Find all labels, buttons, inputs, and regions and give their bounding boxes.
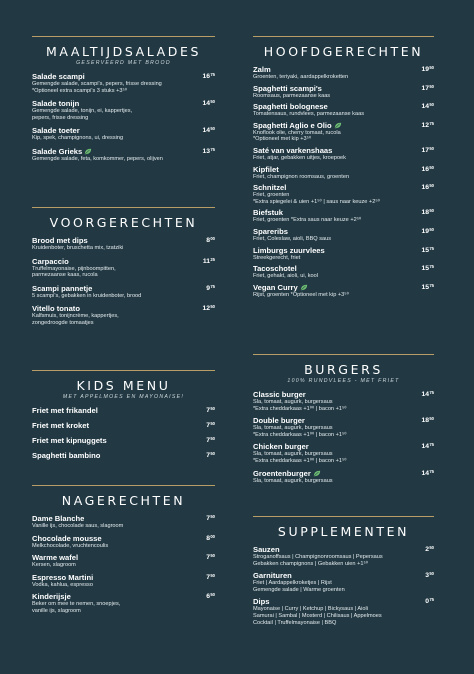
price-cents: 75 <box>429 390 434 395</box>
menu-item-name-text: Spaghetti bambino <box>32 451 101 460</box>
price-cents: 50 <box>429 164 434 170</box>
section-title: KIDS MENU <box>76 378 171 393</box>
price-main: 14 <box>421 103 430 111</box>
price-main: 14 <box>421 391 430 398</box>
menu-item-price <box>202 72 215 80</box>
menu-item <box>253 416 434 438</box>
menu-item-name-text: Spareribs <box>253 226 289 236</box>
menu-item-description: Kalfsmuis, tonijncrème, kappertjes, <box>32 313 119 320</box>
menu-item-name-text: Groentenburger <box>253 468 311 478</box>
price-cents: 25 <box>210 256 215 262</box>
menu-item-price <box>202 304 215 312</box>
menu-item-name <box>253 208 420 217</box>
item-list <box>32 406 215 460</box>
menu-item-price <box>206 421 215 429</box>
menu-item-price <box>206 514 215 522</box>
menu-item-price <box>206 573 215 581</box>
menu-item-description: Rijst, groenten *Optioneel met kip +3⁵⁰ <box>253 291 349 298</box>
menu-item <box>32 573 215 589</box>
menu-item-name <box>253 121 420 130</box>
menu-item <box>253 469 434 485</box>
price-main: 19 <box>421 227 430 235</box>
menu-item-description: Knoflook olie, cherry tomaat, rucola <box>253 129 341 136</box>
menu-item-price <box>421 390 434 398</box>
menu-item <box>32 553 215 569</box>
menu-item-name <box>32 406 201 415</box>
menu-item-name-text: Double burger <box>253 416 305 426</box>
leaf-icon <box>300 284 308 291</box>
menu-item <box>32 99 215 121</box>
menu-item-name <box>253 545 420 554</box>
menu-item-name <box>32 304 201 313</box>
price-cents: 50 <box>429 65 434 70</box>
price-cents: 50 <box>429 571 434 577</box>
menu-item <box>32 257 215 279</box>
price-cents: 50 <box>429 208 434 214</box>
menu-item-price <box>421 264 434 272</box>
menu-item-name <box>253 227 420 236</box>
section-title: HOOFDGERECHTEN <box>263 44 424 59</box>
price-cents: 50 <box>429 416 434 422</box>
price-main: 7 <box>206 554 211 562</box>
menu-item-description: *Extra spiegelei & uien +1⁵⁰ | saus naar keuze +2⁵⁰ <box>253 198 380 205</box>
menu-item-price <box>202 147 215 155</box>
menu-item-price <box>425 571 434 579</box>
menu-item-name-text: Vitello tonato <box>32 304 80 314</box>
section-title: VOORGERECHTEN <box>49 215 198 230</box>
menu-item-price <box>421 102 434 110</box>
menu-item-price <box>203 257 215 265</box>
menu-item-description: Vanille ijs, chocolade saus, slagroom <box>32 523 124 529</box>
menu-item-price <box>421 84 434 92</box>
menu-item-name <box>253 84 420 93</box>
menu-item-price <box>421 121 434 129</box>
menu-item <box>32 304 215 326</box>
menu-item-name-text: Tacoschotel <box>253 264 297 274</box>
menu-item-description: pepers, frisse dressing <box>32 114 89 121</box>
menu-item-description: Streekgerecht, friet <box>253 254 301 261</box>
menu-item-description: zongedroogde tomaatjes <box>32 319 94 326</box>
menu-item <box>32 592 215 614</box>
menu-item-name-text: Salade toeter <box>32 126 80 136</box>
menu-item-description: Melkchocolade, vruchtencoulis <box>32 542 109 549</box>
menu-item-name-text: Brood met dips <box>32 236 88 245</box>
menu-item-name <box>253 571 420 580</box>
price-cents: 50 <box>210 436 215 441</box>
leaf-icon <box>334 122 342 129</box>
item-list <box>253 545 434 626</box>
menu-item-description: Sla, tomaat, augurk, burgersaus <box>253 451 333 458</box>
price-cents: 50 <box>429 545 434 550</box>
menu-item-name <box>253 102 420 111</box>
price-main: 14 <box>421 443 430 451</box>
price-main: 16 <box>202 73 211 80</box>
menu-item <box>253 227 434 243</box>
price-main: 7 <box>206 422 211 429</box>
price-cents: 75 <box>429 245 434 251</box>
price-main: 18 <box>421 417 430 425</box>
menu-item-name-text: Friet met kroket <box>32 421 89 430</box>
price-cents: 50 <box>210 126 215 132</box>
menu-item <box>253 264 434 280</box>
price-main: 12 <box>202 305 211 313</box>
menu-item-description: Roomsaus, parmezaanse kaas <box>253 92 331 99</box>
menu-item-description: Friet, groenten *Extra saus naar keuze +2⁵⁰ <box>253 217 362 224</box>
menu-item <box>253 165 434 181</box>
price-cents: 50 <box>429 183 434 189</box>
section-divider <box>32 485 215 486</box>
price-cents: 50 <box>429 145 434 151</box>
price-cents: 50 <box>210 451 215 456</box>
menu-item-price <box>421 65 434 73</box>
price-main: 14 <box>421 469 430 477</box>
menu-item-name-text: Classic burger <box>253 390 306 399</box>
menu-item <box>32 451 215 460</box>
menu-item-price <box>425 597 434 605</box>
price-cents: 75 <box>429 120 434 126</box>
leaf-icon <box>313 470 321 477</box>
price-cents: 00 <box>210 236 215 241</box>
menu-item-description: parmezaanse kaas, rucola <box>32 272 98 279</box>
section-kids-menu <box>32 370 215 460</box>
section-divider <box>32 36 215 37</box>
menu-item-name-text: Kinderijsje <box>32 592 71 602</box>
menu-item-name-text: Spaghetti scampi's <box>253 83 322 93</box>
menu-item-name-text: Friet met kipnuggets <box>32 436 107 445</box>
menu-item-description: Gemengde salade | Warme groenten <box>253 586 345 593</box>
section-divider <box>32 370 215 371</box>
menu-item <box>32 236 215 252</box>
menu-item <box>253 102 434 118</box>
menu-item-name <box>32 72 201 81</box>
menu-item <box>253 65 434 81</box>
price-main: 11 <box>202 257 211 265</box>
menu-item-description: *Optioneel extra scampi's 3 stuks +3⁵⁰ <box>32 87 128 94</box>
menu-item-description: Truffelmayonaise, pijnboompitten, <box>32 265 116 272</box>
item-list <box>253 65 434 298</box>
price-main: 19 <box>421 66 430 73</box>
menu-item-price <box>421 165 434 173</box>
menu-item-description: *Optioneel met kip +3⁵⁰ <box>253 136 312 143</box>
price-main: 13 <box>202 147 211 155</box>
price-cents: 75 <box>429 282 434 288</box>
price-main: 8 <box>206 237 211 244</box>
menu-item-description: Friet, atjar, gebakken uitjes, kroepoek <box>253 154 346 161</box>
menu-item <box>253 571 434 593</box>
price-cents: 75 <box>429 264 434 270</box>
menu-item-price <box>206 236 215 244</box>
menu-item-name-text: Zalm <box>253 65 271 74</box>
menu-item-description: Friet, gehakt, aioli, ui, kool <box>253 273 318 280</box>
section-subtitle: GESERVEERD MET BROOD <box>76 60 171 66</box>
menu-item <box>32 284 215 300</box>
price-main: 17 <box>421 84 430 92</box>
menu-item-price <box>425 545 434 553</box>
menu-item-description: Kersen, slagroom <box>32 562 76 569</box>
menu-item-price <box>421 283 434 291</box>
menu-item-description: Gemengde salade, feta, komkommer, pepers, olijven <box>32 155 163 162</box>
price-cents: 50 <box>429 83 434 89</box>
menu-item-name <box>32 99 201 108</box>
section-nagerechten <box>32 485 215 615</box>
menu-item <box>32 436 215 445</box>
section-divider <box>253 354 434 355</box>
menu-item-name <box>32 553 201 562</box>
price-main: 7 <box>206 573 211 581</box>
menu-item-name-text: Dips <box>253 597 270 607</box>
section-supplementen <box>253 516 434 626</box>
menu-item <box>253 183 434 205</box>
menu-item-name <box>253 246 420 255</box>
section-divider <box>253 36 434 37</box>
menu-item-name <box>253 442 420 451</box>
menu-item-description: 5 scampi's, gebakken in kruidenboter, brood <box>32 292 142 299</box>
menu-item-description: *Extra cheddarkaas +1⁰⁰ | bacon +1⁵⁰ <box>253 431 347 438</box>
menu-item-description: Mayonaise | Curry | Ketchup | Bickysaus | Aioli <box>253 606 368 613</box>
item-list <box>32 514 215 615</box>
menu-item-name <box>253 264 420 273</box>
item-list <box>253 390 434 484</box>
menu-item <box>253 84 434 100</box>
price-main: 12 <box>421 121 430 129</box>
menu-item-description: Sla, tomaat, augurk, burgersaus <box>253 399 333 405</box>
price-cents: 50 <box>210 572 215 578</box>
menu-item-name <box>32 534 201 543</box>
menu-item-name-text: Schnitzel <box>253 183 287 193</box>
leaf-icon <box>84 148 92 155</box>
menu-item-name <box>253 283 420 292</box>
section-hoofdgerechten <box>253 36 434 298</box>
menu-item-price <box>421 416 434 424</box>
menu-item-name-text: Scampi pannetje <box>32 283 93 293</box>
price-main: 8 <box>206 534 211 542</box>
section-title: MAALTIJDSALADES <box>45 44 202 59</box>
price-main: 15 <box>421 246 430 254</box>
menu-item <box>253 597 434 626</box>
section-subtitle: 100% RUNDVLEES - MET FRIET <box>287 378 400 384</box>
menu-item-price <box>421 227 434 235</box>
menu-item <box>32 147 215 163</box>
menu-item-price <box>421 469 434 477</box>
menu-item-price <box>202 99 215 107</box>
price-main: 15 <box>421 265 430 273</box>
menu-item-name <box>32 573 201 582</box>
price-main: 14 <box>202 100 211 108</box>
price-main: 14 <box>202 127 211 135</box>
menu-item-name-text: Sauzen <box>253 545 280 554</box>
menu-item-name-text: Spaghetti bolognese <box>253 102 328 112</box>
menu-item-name-text: Biefstuk <box>253 208 283 218</box>
price-cents: 50 <box>210 304 215 310</box>
price-cents: 50 <box>210 99 215 105</box>
menu-item-price <box>206 534 215 542</box>
menu-item-name <box>253 416 420 425</box>
price-main: 15 <box>421 283 430 291</box>
menu-item-price <box>421 208 434 216</box>
menu-item-name-text: Salade scampi <box>32 72 85 81</box>
price-cents: 75 <box>210 146 215 152</box>
item-list <box>32 236 215 327</box>
section-divider <box>32 207 215 208</box>
menu-item-name <box>32 257 201 266</box>
menu-item-description: Stroganoffsaus | Champignonroomsaus | Pepersaus <box>253 554 383 560</box>
menu-item-name-text: Kipfilet <box>253 164 279 174</box>
menu-item-description: Gemengde salade, scampi's, pepers, frisse dressing <box>32 81 162 87</box>
price-main: 16 <box>421 184 430 192</box>
menu-item-name <box>253 390 420 399</box>
menu-item-name <box>32 421 201 430</box>
menu-item-description: Cocktail | Truffelmayonaise | BBQ <box>253 619 337 626</box>
section-title: SUPPLEMENTEN <box>277 524 410 539</box>
menu-item-name-text: Chocolade mousse <box>32 533 102 543</box>
menu-item-name-text: Salade tonijn <box>32 99 80 109</box>
menu-item-name <box>253 65 420 74</box>
menu-item-description: vanille ijs, slagroom <box>32 607 81 614</box>
menu-item-name-text: Friet met frikandel <box>32 406 98 415</box>
menu-item-name <box>32 126 201 135</box>
section-voorgerechten <box>32 207 215 327</box>
price-cents: 50 <box>210 421 215 426</box>
price-main: 9 <box>206 284 211 292</box>
menu-item-description: Friet, champignon roomsaus, groenten <box>253 173 350 180</box>
menu-item-description: *Extra cheddarkaas +1⁰⁰ | bacon +1⁵⁰ <box>253 405 347 412</box>
menu-item-price <box>421 183 434 191</box>
price-cents: 50 <box>210 553 215 559</box>
menu-item-price <box>206 451 215 459</box>
menu-item-price <box>421 442 434 450</box>
menu-item-price <box>421 246 434 254</box>
price-main: 3 <box>425 572 430 580</box>
menu-item-description: Friet, groenten <box>253 192 290 199</box>
price-main: 16 <box>421 165 430 173</box>
menu-item-description: Tomatensaus, rundvlees, parmezaanse kaas <box>253 111 365 118</box>
menu-item-name <box>32 236 201 245</box>
menu-item-name-text: Dame Blanche <box>32 514 85 523</box>
price-main: 7 <box>206 437 211 444</box>
menu-item-description: Sla, tomaat, augurk, burgersaus <box>253 425 333 432</box>
price-cents: 75 <box>429 597 434 603</box>
menu-item-name <box>253 597 420 606</box>
price-cents: 50 <box>210 406 215 411</box>
menu-item <box>32 406 215 415</box>
section-burgers <box>253 354 434 484</box>
price-cents: 00 <box>210 533 215 539</box>
menu-item-name <box>253 469 420 478</box>
menu-item-name-text: Chicken burger <box>253 442 309 452</box>
menu-item-description: Vodka, kahlua, espresso <box>32 581 93 588</box>
section-title: BURGERS <box>304 362 383 377</box>
price-main: 0 <box>425 598 430 606</box>
menu-item <box>253 390 434 412</box>
section-subtitle: MET APPELMOES EN MAYONAISE! <box>62 394 185 400</box>
price-main: 17 <box>421 146 430 154</box>
price-cents: 50 <box>429 226 434 232</box>
price-main: 2 <box>425 546 430 553</box>
menu-item-name <box>253 183 420 192</box>
price-cents: 75 <box>210 283 215 289</box>
menu-item-price <box>206 436 215 444</box>
menu-item-description: *Extra cheddarkaas +1⁰⁰ | bacon +1⁵⁰ <box>253 457 347 464</box>
menu-item-description: Gemengde salade, tonijn, ei, kappertjes, <box>32 108 133 115</box>
menu-item-name <box>32 284 201 293</box>
menu-item-name-text: Limburgs zuurvlees <box>253 245 325 255</box>
menu-item-price <box>206 592 215 600</box>
menu-item-name <box>32 592 201 601</box>
menu-item-price <box>206 284 215 292</box>
menu-item <box>253 146 434 162</box>
menu-item <box>32 72 215 94</box>
menu-item-name-text: Espresso Martini <box>32 572 94 582</box>
menu-item-price <box>206 406 215 414</box>
menu-item-name-text: Carpaccio <box>32 256 69 266</box>
menu-item-description: Kip, spek, champignons, ui, dressing <box>32 135 124 142</box>
menu-item-price <box>206 553 215 561</box>
menu-item-name-text: Garnituren <box>253 571 292 581</box>
section-divider <box>253 516 434 517</box>
section-maaltijdsalades <box>32 36 215 163</box>
menu-item <box>253 121 434 143</box>
menu-item-description: Friet, Coleslaw, aioli, BBQ saus <box>253 235 332 242</box>
menu-item <box>253 208 434 224</box>
menu-item-name <box>253 146 420 155</box>
menu-item <box>253 442 434 464</box>
price-main: 6 <box>206 593 211 601</box>
menu-item-description: Friet | Aardappelkroketjes | Rijst <box>253 580 332 587</box>
menu-item-description: Sla, tomaat, augurk, burgersaus <box>253 477 333 484</box>
menu-item-name-text: Spaghetti Aglio e Olio <box>253 120 332 130</box>
menu-item-description: Groenten, teriyaki, aardappelkroketten <box>253 74 349 80</box>
menu-item-name <box>32 147 201 156</box>
menu-item-name-text: Warme wafel <box>32 553 79 563</box>
menu-item <box>253 246 434 262</box>
menu-item <box>32 126 215 142</box>
price-cents: 50 <box>210 592 215 598</box>
menu-item-name <box>32 451 201 460</box>
price-cents: 75 <box>210 72 215 77</box>
section-title: NAGERECHTEN <box>61 493 186 508</box>
price-main: 7 <box>206 515 211 522</box>
menu-item-price <box>202 126 215 134</box>
price-cents: 50 <box>429 102 434 108</box>
price-cents: 75 <box>429 442 434 448</box>
price-main: 7 <box>206 407 211 414</box>
menu-item-name <box>32 436 201 445</box>
price-main: 18 <box>421 209 430 217</box>
menu-item-name <box>253 165 420 174</box>
menu-item-name-text: Vegan Curry <box>253 282 298 292</box>
price-main: 7 <box>206 452 211 459</box>
menu-item-description: Beker om mee te nemen, snoepjes, <box>32 601 121 608</box>
price-cents: 75 <box>429 468 434 474</box>
menu-item-name <box>32 514 201 523</box>
menu-item-price <box>421 146 434 154</box>
menu-item <box>253 283 434 299</box>
item-list <box>32 72 215 163</box>
menu-item-description: Samurai | Sambal | Mosterd | Chilisaus | Appelmoes <box>253 612 382 619</box>
menu-item <box>253 545 434 567</box>
menu-item <box>32 421 215 430</box>
menu-item-description: Kruidenboter, bruschetta mix, tzatziki <box>32 245 124 251</box>
menu-item <box>32 514 215 530</box>
menu-item-name-text: Salade Grieks <box>32 146 83 156</box>
price-cents: 50 <box>210 514 215 519</box>
menu-item-description: Gebakken champignons | Gebakken uien +1⁵⁰ <box>253 560 369 567</box>
menu-item-name-text: Saté van varkenshaas <box>253 145 333 155</box>
menu-item <box>32 534 215 550</box>
